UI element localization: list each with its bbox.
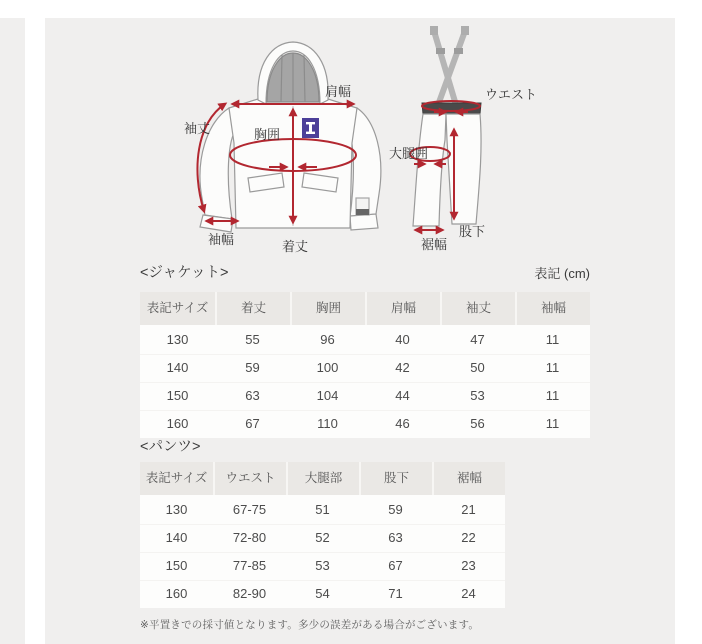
table-cell: 104 (316, 388, 339, 403)
header-cell: 袖幅 (515, 292, 590, 325)
suspender-tab-right (461, 26, 469, 35)
header-cell: 大腿部 (286, 462, 359, 495)
header-cell: 胸囲 (290, 292, 365, 325)
label-shoulder-width: 肩幅 (325, 84, 352, 99)
table-cell: 50 (470, 360, 485, 375)
unit-label: 表記 (cm) (534, 266, 590, 281)
table-cell: 51 (315, 502, 330, 517)
header-cell: 袖丈 (440, 292, 515, 325)
table-cell: 23 (461, 558, 476, 573)
table-cell: 67-75 (232, 502, 267, 517)
table-cell: 11 (545, 332, 560, 347)
label-sleeve-width: 袖幅 (208, 232, 235, 247)
table-cell: 67 (388, 558, 403, 573)
table-cell: 54 (315, 586, 330, 601)
table-row (140, 327, 590, 354)
table-cell: 63 (388, 530, 403, 545)
suspender-straps (434, 31, 465, 105)
table-cell: 52 (315, 530, 330, 545)
table-cell: 160 (165, 586, 188, 601)
header-cell: 表記サイズ (140, 462, 213, 495)
jacket-section-header (140, 261, 590, 282)
pants-section-header (140, 435, 590, 456)
table-cell: 53 (315, 558, 330, 573)
table-cell: 40 (395, 332, 410, 347)
table-cell: 47 (470, 332, 485, 347)
table-row (140, 552, 505, 580)
label-chest: 胸囲 (254, 127, 281, 142)
pants-right-leg (446, 114, 481, 224)
size-chart-panel (45, 18, 675, 644)
measurement-diagram (45, 18, 675, 262)
label-sleeve-length: 袖丈 (184, 121, 211, 136)
table-cell: 77-85 (232, 558, 267, 573)
table-cell: 59 (388, 502, 403, 517)
table-row (140, 524, 505, 552)
table-cell: 160 (166, 416, 189, 431)
header-cell: 肩幅 (365, 292, 440, 325)
header-cell: 表記サイズ (140, 292, 215, 325)
table-cell: 46 (395, 416, 410, 431)
table-cell: 22 (461, 530, 476, 545)
pants-size-table (140, 462, 505, 608)
header-cell: ウエスト (213, 462, 286, 495)
table-row (140, 410, 590, 438)
table-row (140, 580, 505, 608)
table-cell: 100 (316, 360, 339, 375)
table-cell: 110 (317, 416, 338, 431)
jacket-section-title: <ジャケット> (140, 265, 229, 281)
suspender-tab-left (430, 26, 438, 35)
table-cell: 71 (388, 586, 403, 601)
table-cell: 44 (395, 388, 410, 403)
table-row (140, 497, 505, 524)
table-cell: 72-80 (232, 530, 267, 545)
pants-table-header-row (140, 462, 505, 495)
jacket-size-table (140, 292, 590, 438)
table-cell: 150 (165, 558, 188, 573)
jacket-table-body (140, 325, 590, 438)
label-inseam: 股下 (459, 224, 486, 239)
table-cell: 53 (470, 388, 485, 403)
suspender-buckle-right (454, 48, 463, 54)
left-panel-edge (0, 18, 25, 644)
suspender-buckle-left (436, 48, 445, 54)
measurement-note: ※平置きでの採寸値となります。多少の誤差がある場合がございます。 (140, 619, 480, 631)
label-hem-width: 裾幅 (421, 237, 448, 252)
header-cell: 裾幅 (432, 462, 505, 495)
table-cell: 11 (545, 388, 560, 403)
table-row (140, 354, 590, 382)
table-cell: 150 (166, 388, 189, 403)
table-row (140, 382, 590, 410)
table-cell: 24 (461, 586, 476, 601)
pants-left-leg (413, 114, 446, 226)
table-cell: 96 (320, 332, 335, 347)
table-cell: 11 (545, 360, 560, 375)
table-cell: 55 (245, 332, 260, 347)
label-body-length: 着丈 (282, 239, 309, 254)
table-cell: 56 (470, 416, 485, 431)
table-cell: 67 (245, 416, 260, 431)
pants-table-body (140, 495, 505, 608)
table-cell: 82-90 (232, 586, 267, 601)
table-cell: 130 (166, 332, 189, 347)
pants-section-title: <パンツ> (140, 439, 201, 455)
brand-logo-patch (302, 118, 319, 138)
table-cell: 11 (545, 416, 560, 431)
label-thigh: 大腿囲 (389, 146, 429, 161)
table-cell: 42 (395, 360, 410, 375)
table-cell: 140 (166, 360, 189, 375)
table-cell: 21 (461, 502, 476, 517)
pants-illustration (413, 26, 481, 226)
jacket-illustration (200, 42, 381, 232)
jacket-cuff-tag-band (356, 209, 369, 215)
jacket-right-cuff (350, 214, 378, 230)
table-cell: 63 (245, 388, 260, 403)
table-cell: 140 (165, 530, 188, 545)
header-cell: 着丈 (215, 292, 290, 325)
label-waist: ウエスト (485, 87, 538, 102)
header-cell: 股下 (359, 462, 432, 495)
table-cell: 130 (165, 502, 188, 517)
table-cell: 59 (245, 360, 260, 375)
jacket-table-header-row (140, 292, 590, 325)
